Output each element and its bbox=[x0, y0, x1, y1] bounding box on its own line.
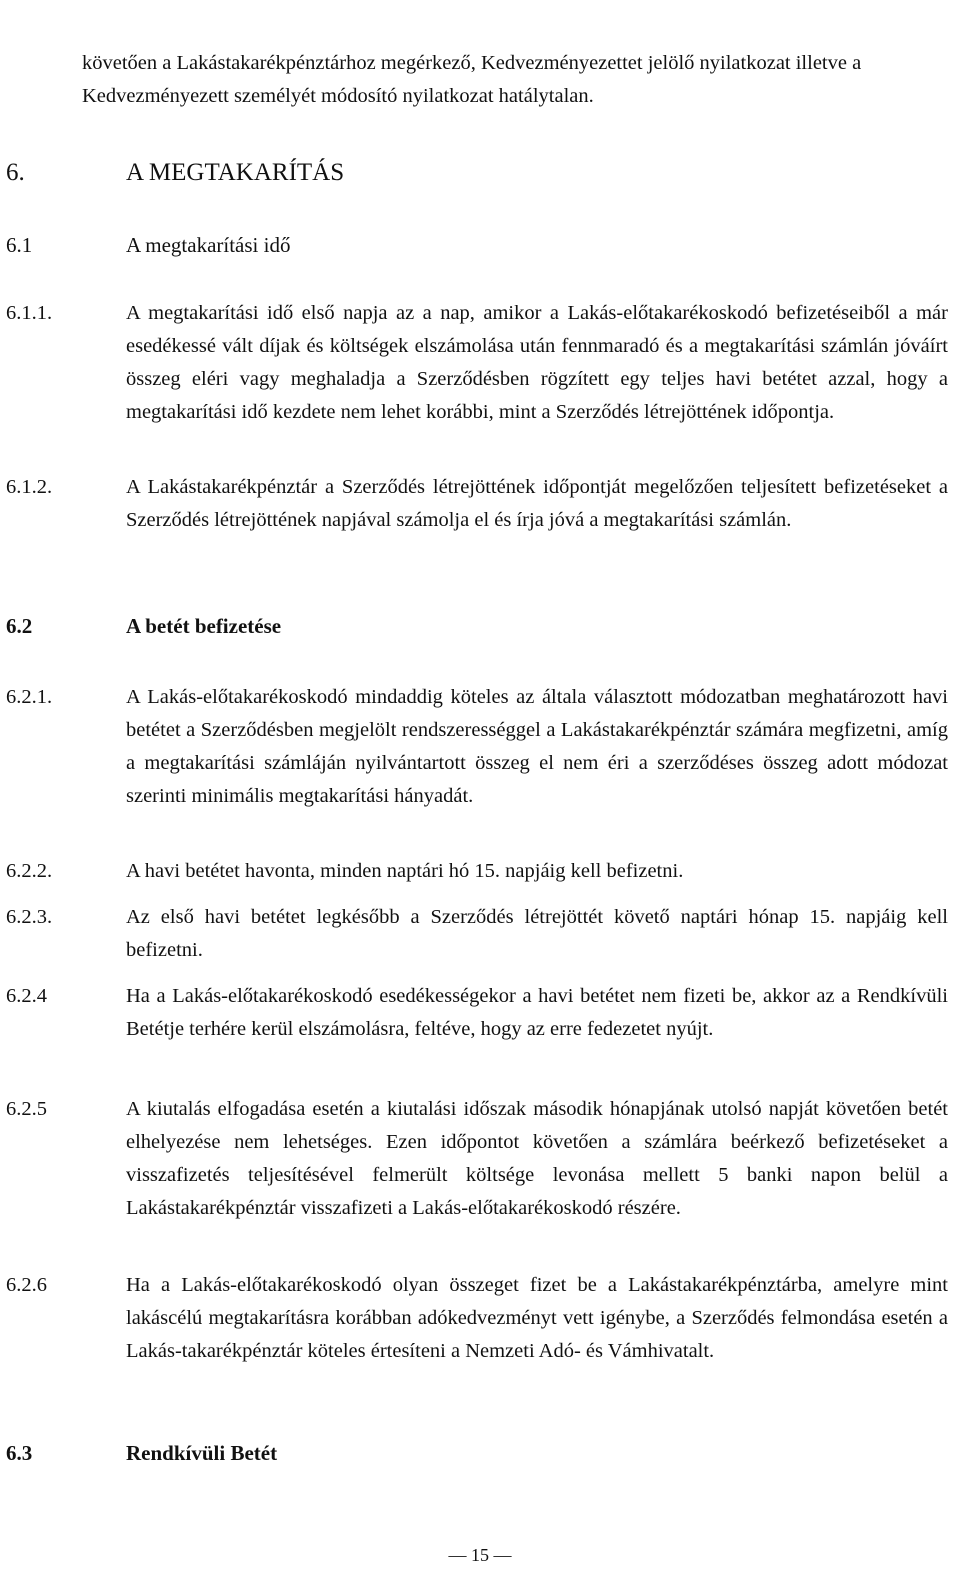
paragraph-number: 6.2.1. bbox=[6, 686, 53, 708]
paragraph-number: 6.2.5 bbox=[6, 1098, 47, 1120]
paragraph-6-2-5 bbox=[6, 1093, 948, 1225]
section-6-3-heading bbox=[6, 1438, 277, 1468]
paragraph-6-2-3 bbox=[6, 901, 948, 967]
paragraph-text: A kiutalás elfogadása esetén a kiutalási időszak második hónapjának utolsó napját követően betét elhelyezése nem lehetséges. Ezen időpontot követően a számlára beérkező befizetéseket a visszafizetés teljesítésével felmerült költsége levonása mellett 5 banki napon belül a Lakástakarékpénztár visszafizeti a Lakás-előtakarékoskodó részére. bbox=[126, 1098, 948, 1219]
paragraph-6-2-2 bbox=[6, 855, 948, 888]
section-6-2-heading bbox=[6, 611, 281, 641]
paragraph-number: 6.2.4 bbox=[6, 985, 47, 1007]
page-number-footer: — 15 — bbox=[448, 1545, 512, 1565]
section-6-number: 6. bbox=[6, 159, 25, 186]
paragraph-text: A megtakarítási idő első napja az a nap, amikor a Lakás-előtakarékoskodó befizetéseiből a már esedékessé vált díjak és költségek elszámolása után fennmaradó és a megtakarítási számlán jóváírt összeg eléri vagy meghaladja a Szerződésben rögzített egy teljes havi betétet azzal, hogy a megtakarítási idő kezdete nem lehet korábbi, mint a Szerződés létrejöttének időpontja. bbox=[126, 302, 948, 423]
section-6-title: A MEGTAKARÍTÁS bbox=[126, 159, 345, 186]
paragraph-text: A Lakás-előtakarékoskodó mindaddig köteles az általa választott módozatban meghatározott havi betétet a Szerződésben megjelölt rendszerességgel a Lakástakarékpénztár számára megfizetni, amíg a megtakarítási számláján nyilvántartott összeg el nem éri a szerződéses összeg adott módozat szerinti minimális megtakarítási hányadát. bbox=[126, 686, 948, 807]
paragraph-text: Ha a Lakás-előtakarékoskodó olyan összeget fizet be a Lakástakarékpénztárba, amelyre mint lakáscélú megtakarításra korábban adókedvezményt vett igénybe, a Szerződés felmondása esetén a Lakás-takarékpénztár köteles értesíteni a Nemzeti Adó- és Vámhivatalt. bbox=[126, 1274, 948, 1362]
paragraph-text: Ha a Lakás-előtakarékoskodó esedékességekor a havi betétet nem fizeti be, akkor az a Rendkívüli Betétje terhére kerül elszámolásra, feltéve, hogy az erre fedezetet nyújt. bbox=[126, 985, 948, 1040]
paragraph-6-2-4 bbox=[6, 980, 948, 1046]
section-6-3-title: Rendkívüli Betét bbox=[126, 1441, 278, 1465]
paragraph-number: 6.2.6 bbox=[6, 1274, 47, 1296]
section-6-heading bbox=[6, 157, 344, 189]
paragraph-number: 6.1.1. bbox=[6, 302, 53, 324]
paragraph-number: 6.2.2. bbox=[6, 860, 53, 882]
section-6-3-number: 6.3 bbox=[6, 1441, 33, 1465]
section-6-1-title: A megtakarítási idő bbox=[126, 233, 291, 257]
paragraph-text: Az első havi betétet legkésőbb a Szerződés létrejöttét követő naptári hónap 15. napjáig kell befizetni. bbox=[126, 906, 948, 961]
paragraph-number: 6.1.2. bbox=[6, 476, 53, 498]
paragraph-text: A havi betétet havonta, minden naptári hó 15. napjáig kell befizetni. bbox=[126, 860, 684, 882]
paragraph-6-1-1 bbox=[6, 297, 948, 429]
paragraph-text: A Lakástakarékpénztár a Szerződés létrejöttének időpontját megelőzően teljesített befizetéseket a Szerződés létrejöttének napjával számolja el és írja jóvá a megtakarítási számlán. bbox=[126, 476, 948, 531]
paragraph-6-2-1 bbox=[6, 681, 948, 813]
section-6-1-heading bbox=[6, 230, 290, 260]
section-6-1-number: 6.1 bbox=[6, 233, 33, 257]
paragraph-number: 6.2.3. bbox=[6, 906, 53, 928]
paragraph-6-1-2 bbox=[6, 471, 948, 537]
paragraph-6-2-6 bbox=[6, 1269, 948, 1368]
section-6-2-title: A betét befizetése bbox=[126, 614, 282, 638]
section-6-2-number: 6.2 bbox=[6, 614, 33, 638]
intro-paragraph: követően a Lakástakarékpénztárhoz megérkező, Kedvezményezettet jelölő nyilatkozat illetve a Kedvezményezett személyét módosító nyilatkozat hatálytalan. bbox=[82, 52, 862, 107]
